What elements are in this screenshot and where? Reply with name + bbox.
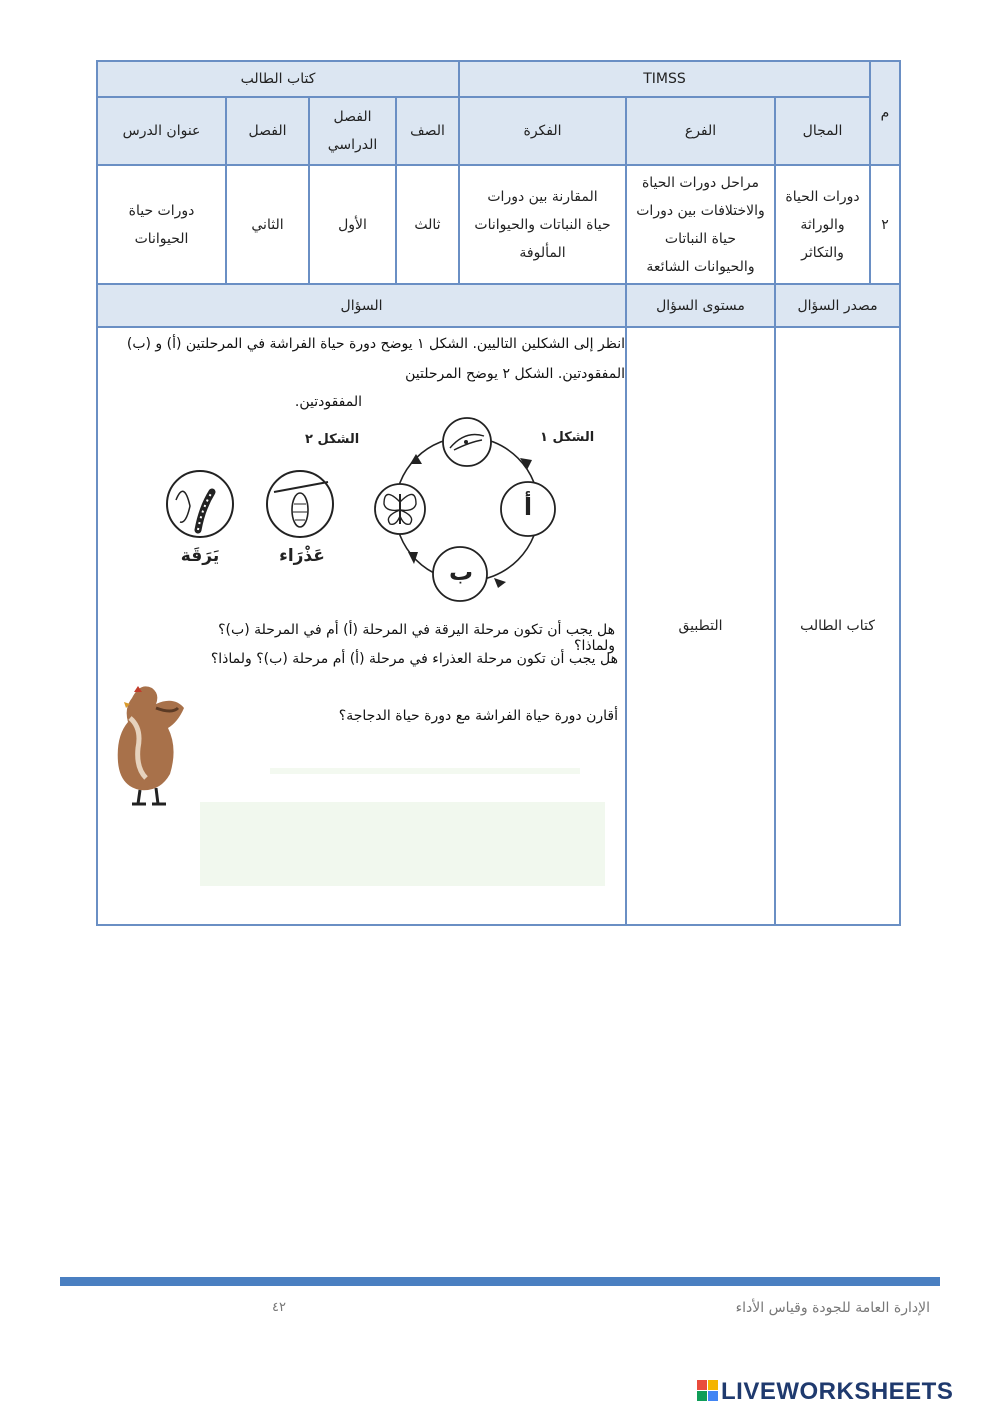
index-header: م [880, 105, 890, 121]
chapter-header: الفصل [248, 123, 287, 139]
border-line [97, 164, 901, 166]
grade-header: الصف [410, 123, 445, 139]
branch-header: الفرع [684, 123, 717, 139]
row-index: ٢ [881, 216, 889, 233]
lesson-cell: دورات حياة الحيوانات [128, 202, 195, 247]
stage-b-label: ب [448, 558, 474, 586]
scan-artifact [270, 768, 580, 774]
larva-pupa-diagram [162, 466, 342, 546]
student-book-header: كتاب الطالب [240, 71, 316, 87]
lesson-header: عنوان الدرس [122, 123, 201, 139]
source-header: مصدر السؤال [797, 297, 878, 314]
scan-artifact [200, 802, 605, 886]
border-line [774, 96, 776, 926]
source-cell: كتاب الطالب [800, 618, 875, 634]
border-line [97, 60, 901, 62]
border-line [97, 96, 870, 98]
border-line [97, 283, 901, 285]
figure2-label: الشكل ٢ [305, 432, 360, 447]
level-header: مستوى السؤال [656, 297, 745, 314]
liveworksheets-logo[interactable]: LIVEWORKSHEETS [697, 1378, 953, 1406]
semester-header: الفصل الدراسي [327, 109, 378, 153]
page-number: ٤٢ [272, 1300, 286, 1315]
border-line [395, 96, 397, 284]
border-line [625, 96, 627, 926]
branch-cell: مراحل دورات الحياة والاختلافات بين دورات حياة النباتات والحيوانات الشائعة [636, 174, 765, 275]
question-header: السؤال [340, 297, 383, 314]
question-3: أقارن دورة حياة الفراشة مع دورة حياة الدجاجة؟ [338, 708, 618, 724]
timss-header: TIMSS [643, 71, 686, 87]
intro-line-2: المفقودتين. الشكل ٢ يوضح المرحلتين [405, 366, 625, 382]
level-cell: التطبيق [678, 618, 723, 634]
grade-cell: ثالث [414, 216, 441, 233]
hen-illustration [112, 678, 187, 808]
larva-label: يَرَقَة [180, 546, 220, 566]
border-line [225, 96, 227, 284]
border-line [458, 60, 460, 284]
border-line [308, 96, 310, 284]
border-line [97, 326, 901, 328]
border-line [899, 60, 901, 926]
question-2: هل يجب أن تكون مرحلة العذراء في مرحلة (أ) أم مرحلة (ب)؟ ولماذا؟ [210, 651, 618, 667]
idea-header: الفكرة [523, 123, 562, 139]
domain-header: المجال [802, 123, 843, 139]
liveworksheets-icon [697, 1380, 719, 1402]
domain-cell: دورات الحياة والوراثة والتكاثر [785, 188, 860, 261]
border-line [96, 60, 98, 926]
pupa-label: عَذْرَاء [279, 546, 325, 566]
figure1-label: الشكل ١ [540, 430, 595, 445]
idea-cell: المقارنة بين دورات حياة النباتات والحيوانات المألوفة [474, 188, 611, 261]
border-line [97, 924, 901, 926]
intro-line-3: المفقودتين. [294, 394, 362, 410]
stage-a-label: أ [523, 493, 533, 521]
footer-bar [60, 1277, 940, 1286]
chapter-cell: الثاني [251, 216, 284, 233]
intro-line-1: انظر إلى الشكلين التاليين. الشكل ١ يوضح دورة حياة الفراشة في المرحلتين (أ) و (ب) [126, 336, 625, 352]
border-line [869, 60, 871, 284]
question-1: هل يجب أن تكون مرحلة اليرقة في المرحلة (أ) أم في المرحلة (ب)؟ ولماذا؟ [218, 622, 615, 654]
semester-cell: الأول [338, 216, 367, 233]
footer-organization: الإدارة العامة للجودة وقياس الأداء [735, 1300, 930, 1316]
